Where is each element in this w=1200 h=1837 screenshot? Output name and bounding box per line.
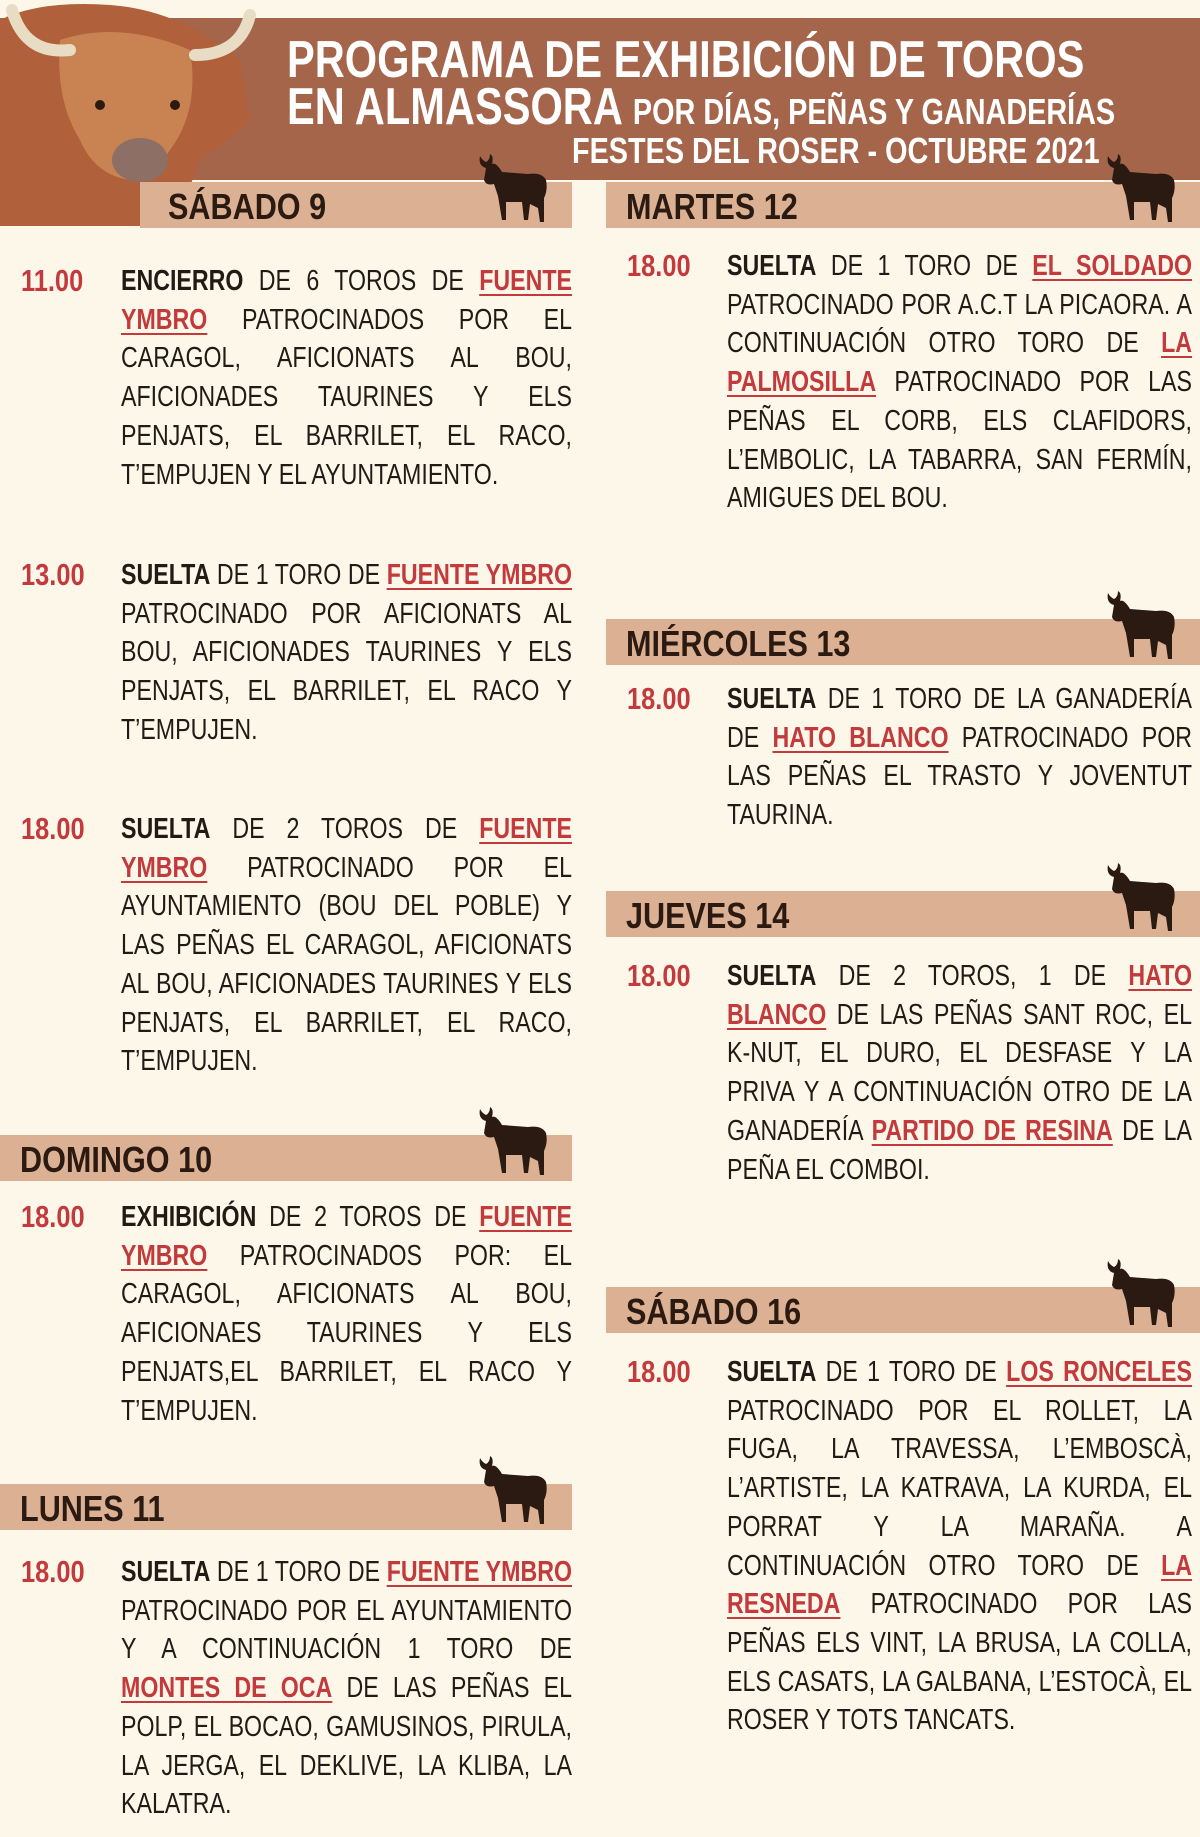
entry-description [121, 1553, 572, 1824]
description-text: PATROCINADO POR A.C.T LA PICAORA. A CONTINUACIÓN OTRO TORO DE [727, 288, 1192, 360]
description-text: DE 6 TOROS DE [243, 265, 480, 297]
ganaderia-name: PARTIDO DE RESINA [871, 1114, 1113, 1147]
description-text: DE 1 TORO DE [210, 1556, 387, 1588]
ganaderia-name: FUENTE YMBRO [121, 265, 572, 336]
entry-description [121, 1198, 572, 1430]
day-label: MARTES 12 [626, 186, 798, 227]
event-type: SUELTA [121, 813, 211, 845]
description-text: DE 1 TORO DE [210, 559, 387, 591]
entry-time: 18.00 [21, 1199, 85, 1234]
entry-description [727, 1353, 1192, 1740]
entry-time: 13.00 [21, 557, 85, 592]
day-label: LUNES 11 [20, 1488, 165, 1529]
event-type: SUELTA [727, 960, 817, 992]
description-text: PATROCINADO POR EL AYUNTAMIENTO Y A CONTINUACIÓN 1 TORO DE [121, 1594, 572, 1666]
entry-description [727, 957, 1192, 1189]
description-text: DE 2 TOROS, 1 DE [816, 960, 1129, 992]
festival-line: FESTES DEL ROSER - OCTUBRE 2021 [572, 130, 1100, 171]
day-label: DOMINGO 10 [20, 1139, 213, 1180]
ganaderia-name: LA PALMOSILLA [727, 327, 1192, 399]
event-type: SUELTA [727, 683, 817, 715]
event-type: SUELTA [727, 1356, 817, 1388]
bull-silhouette-icon [1100, 587, 1180, 663]
ganaderia-name: FUENTE YMBRO [386, 559, 572, 591]
bull-silhouette-icon [1100, 1255, 1180, 1331]
entry-description [727, 680, 1192, 835]
ganaderia-name: FUENTE YMBRO [121, 1201, 572, 1272]
description-text: PATROCINADO POR AFICIONATS AL BOU, AFICIONADES TAURINES Y ELS PENJATS, EL BARRILET, EL RACO Y T’EMPUJEN. [121, 597, 572, 746]
bull-silhouette-icon [1100, 859, 1180, 935]
entry-time: 18.00 [627, 958, 691, 993]
entry-description [727, 247, 1192, 518]
description-text: DE 2 TOROS DE [256, 1201, 480, 1233]
event-type: SUELTA [727, 250, 817, 282]
ganaderia-name: HATO BLANCO [727, 960, 1192, 1031]
description-text: PATROCINADOS POR: EL CARAGOL, AFICIONATS AL BOU, AFICIONAES TAURINES Y ELS PENJATS,EL BARRILET, EL RACO Y T’EMPUJEN. [121, 1239, 573, 1427]
title-line-2 [287, 77, 1115, 137]
entry-time: 18.00 [627, 1354, 691, 1389]
ganaderia-name: LOS RONCELES [1006, 1356, 1192, 1388]
event-type: ENCIERRO [121, 265, 244, 297]
bull-silhouette-icon [1100, 150, 1180, 226]
description-text: DE 1 TORO DE LA GANADERÍA DE [727, 683, 1192, 754]
ganaderia-name: FUENTE YMBRO [386, 1556, 572, 1588]
entry-time: 18.00 [627, 248, 691, 283]
event-type: EXHIBICIÓN [121, 1201, 257, 1233]
entry-description [121, 556, 572, 750]
day-label: SÁBADO 9 [168, 186, 327, 227]
description-text: DE LAS PEÑAS EL POLP, EL BOCAO, GAMUSINOS, PIRULA, LA JERGA, EL DEKLIVE, LA KLIBA, LA KALATRA. [121, 1672, 572, 1821]
description-text: PATROCINADO POR LAS PEÑAS EL CORB, ELS CLAFIDORS, L’EMBOLIC, LA TABARRA, SAN FERMÍN, AMIGUES DEL BOU. [727, 366, 1192, 515]
entry-time: 11.00 [21, 263, 84, 298]
entry-time: 18.00 [627, 681, 691, 716]
entry-description [121, 810, 572, 1081]
entry-time: 18.00 [21, 811, 85, 846]
bull-silhouette-icon [472, 1103, 552, 1179]
event-type: SUELTA [121, 559, 211, 591]
description-text: DE LA PEÑA EL COMBOI. [727, 1114, 1192, 1186]
description-text: PATROCINADO POR EL ROLLET, LA FUGA, LA TRAVESSA, L’EMBOSCÀ, L’ARTISTE, LA KATRAVA, LA KURDA, EL PORRAT Y LA MARAÑA. A CONTINUACIÓN OTRO TORO DE [727, 1394, 1192, 1582]
description-text: DE 1 TORO DE [816, 1356, 1007, 1388]
description-text: DE 2 TOROS DE [210, 813, 480, 845]
ganaderia-name: EL SOLDADO [1032, 250, 1192, 282]
ganaderia-name: FUENTE YMBRO [121, 813, 572, 884]
description-text: PATROCINADO POR EL AYUNTAMIENTO (BOU DEL POBLE) Y LAS PEÑAS EL CARAGOL, AFICIONATS AL BOU, AFICIONADES TAURINES Y ELS PENJATS, EL BARRILET, EL RACO, T’EMPUJEN. [121, 851, 573, 1078]
subtitle: POR DÍAS, PEÑAS Y GANADERÍAS [632, 91, 1116, 132]
ganaderia-name: HATO BLANCO [772, 721, 949, 754]
description-text: PATROCINADO POR LAS PEÑAS ELS VINT, LA BRUSA, LA COLLA, ELS CASATS, LA GALBANA, L’ESTOCÀ, EL ROSER Y TOTS TANCATS. [727, 1588, 1192, 1737]
ganaderia-name: MONTES DE OCA [121, 1672, 333, 1705]
day-label: MIÉRCOLES 13 [626, 623, 851, 664]
entry-description [121, 262, 572, 494]
day-label: SÁBADO 16 [626, 1291, 802, 1332]
description-text: PATROCINADOS POR EL CARAGOL, AFICIONATS AL BOU, AFICIONADES TAURINES Y ELS PENJATS, EL BARRILET, EL RACO, T’EMPUJEN Y EL AYUNTAMIENTO. [121, 303, 573, 491]
entry-time: 18.00 [21, 1554, 85, 1589]
title-line-1: PROGRAMA DE EXHIBICIÓN DE TOROS [287, 31, 1085, 89]
description-text: PATROCINADO POR LAS PEÑAS EL TRASTO Y JOVENTUT TAURINA. [727, 721, 1192, 832]
description-text: DE LAS PEÑAS SANT ROC, EL K-NUT, EL DURO, EL DESFASE Y LA PRIVA Y A CONTINUACIÓN OTRO DE LA GANADERÍA [727, 998, 1192, 1147]
event-type: SUELTA [121, 1556, 211, 1588]
bull-silhouette-icon [472, 1452, 552, 1528]
description-text: DE 1 TORO DE [816, 250, 1033, 282]
bull-silhouette-icon [472, 150, 552, 226]
day-label: JUEVES 14 [626, 895, 790, 936]
title-town: EN ALMASSORA [287, 78, 622, 136]
ganaderia-name: LA RESNEDA [727, 1549, 1192, 1621]
